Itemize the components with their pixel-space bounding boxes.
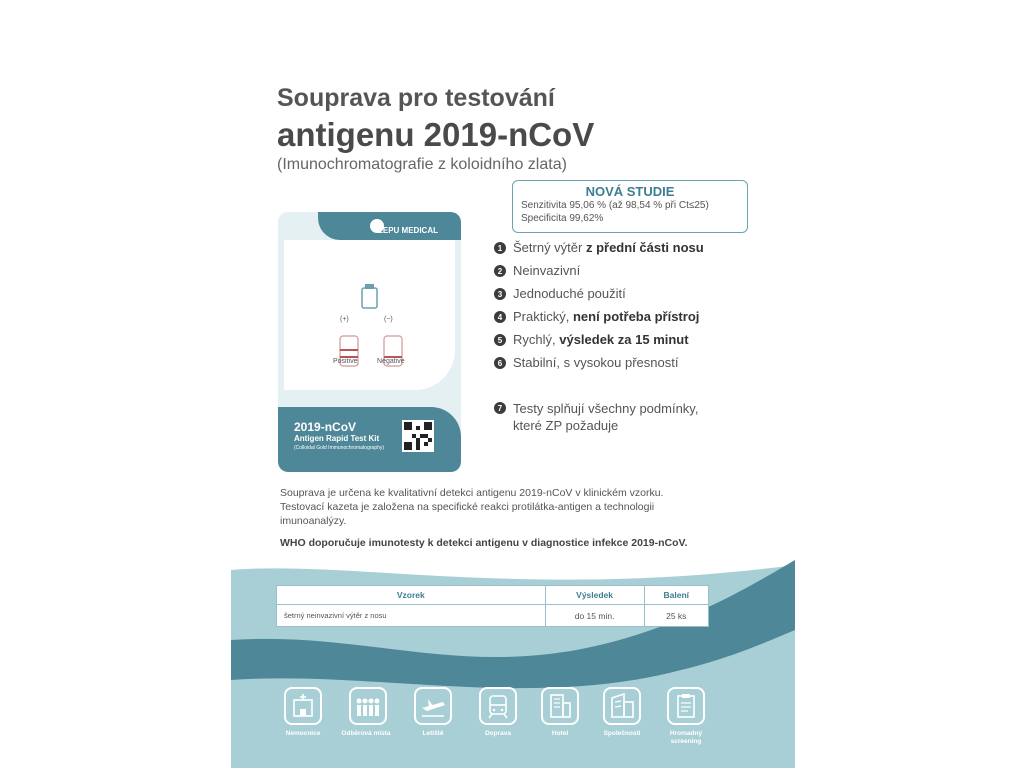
feature-7: 7 Testy splňují všechny podmínky, které ZP požaduje bbox=[494, 400, 729, 434]
use-label-airport: Letiště bbox=[422, 730, 444, 737]
study-specificity: Specificita 99,62% bbox=[521, 213, 604, 224]
number-badge: 7 bbox=[494, 402, 506, 414]
study-heading: NOVÁ STUDIE bbox=[585, 184, 675, 199]
use-label-transport: Doprava bbox=[484, 730, 511, 737]
use-label-screening: Hromadný screening bbox=[669, 730, 703, 745]
cell-sample: šetrný neinvazivní výtěr z nosu bbox=[277, 605, 546, 627]
title-line-1: Souprava pro testování bbox=[277, 84, 555, 112]
title-line-2: antigenu 2019-nCoV bbox=[277, 116, 595, 153]
box-window bbox=[284, 240, 455, 390]
table-header-row bbox=[277, 586, 709, 605]
negative-label: Negative bbox=[377, 358, 405, 365]
office-icon bbox=[602, 686, 642, 726]
product-method: (Colloidal Gold Immunochromatography) bbox=[294, 445, 385, 451]
feature-1: 1 Šetrný výtěr z přední části nosu bbox=[494, 240, 754, 255]
use-label-hospital: Nemocnice bbox=[285, 730, 321, 737]
number-badge: 1 bbox=[494, 242, 506, 254]
train-icon bbox=[478, 686, 518, 726]
use-label-companies: Společnosti bbox=[603, 730, 641, 737]
feature-2: 2 Neinvazivní bbox=[494, 263, 754, 278]
feature-4: 4 Praktický, není potřeba přístroj bbox=[494, 309, 754, 324]
study-sensitivity: Senzitivita 95,06 % (až 98,54 % při Ct≤25) bbox=[521, 200, 709, 211]
product-kit: Antigen Rapid Test Kit bbox=[294, 434, 380, 443]
header-vysledek: Výsledek bbox=[545, 586, 644, 605]
brand-label: LEPU MEDICAL bbox=[378, 226, 438, 235]
description-text: Souprava je určena ke kvalitativní detekci antigenu 2019-nCoV v klinickém vzorku. Testovací kazeta je založena na specifické reakci protilátka-antigen a technologii imunoanalýzy. bbox=[280, 487, 664, 527]
product-box-image bbox=[278, 212, 461, 472]
plane-icon bbox=[413, 686, 453, 726]
number-badge: 5 bbox=[494, 334, 506, 346]
hospital-icon bbox=[283, 686, 323, 726]
new-study-box bbox=[512, 180, 748, 233]
feature-3: 3 Jednoduché použití bbox=[494, 286, 754, 301]
header-baleni: Balení bbox=[644, 586, 708, 605]
positive-mark: (+) bbox=[340, 316, 349, 323]
hotel-icon bbox=[540, 686, 580, 726]
feature-5: 5 Rychlý, výsledek za 15 minut bbox=[494, 332, 754, 347]
spec-table bbox=[276, 585, 709, 627]
test-tubes-icon bbox=[284, 240, 455, 390]
people-icon bbox=[348, 686, 388, 726]
product-name: 2019-nCoV bbox=[294, 420, 357, 434]
table-row bbox=[277, 605, 709, 627]
number-badge: 3 bbox=[494, 288, 506, 300]
qr-code-icon bbox=[402, 420, 434, 452]
use-label-hotel: Hotel bbox=[551, 730, 569, 737]
who-note: WHO doporučuje imunotesty k detekci antigenu v diagnostice infekce 2019-nCoV. bbox=[280, 537, 688, 549]
header-vzorek: Vzorek bbox=[277, 586, 546, 605]
positive-label: Positive bbox=[333, 358, 358, 365]
number-badge: 2 bbox=[494, 265, 506, 277]
cell-package: 25 ks bbox=[644, 605, 708, 627]
use-label-collection: Odběrová místa bbox=[341, 730, 391, 737]
number-badge: 6 bbox=[494, 357, 506, 369]
cell-result: do 15 min. bbox=[545, 605, 644, 627]
clipboard-icon bbox=[666, 686, 706, 726]
negative-mark: (−) bbox=[384, 316, 393, 323]
feature-6: 6 Stabilní, s vysokou přesností bbox=[494, 355, 754, 370]
number-badge: 4 bbox=[494, 311, 506, 323]
title-subtitle: (Imunochromatografie z koloidního zlata) bbox=[277, 156, 567, 173]
